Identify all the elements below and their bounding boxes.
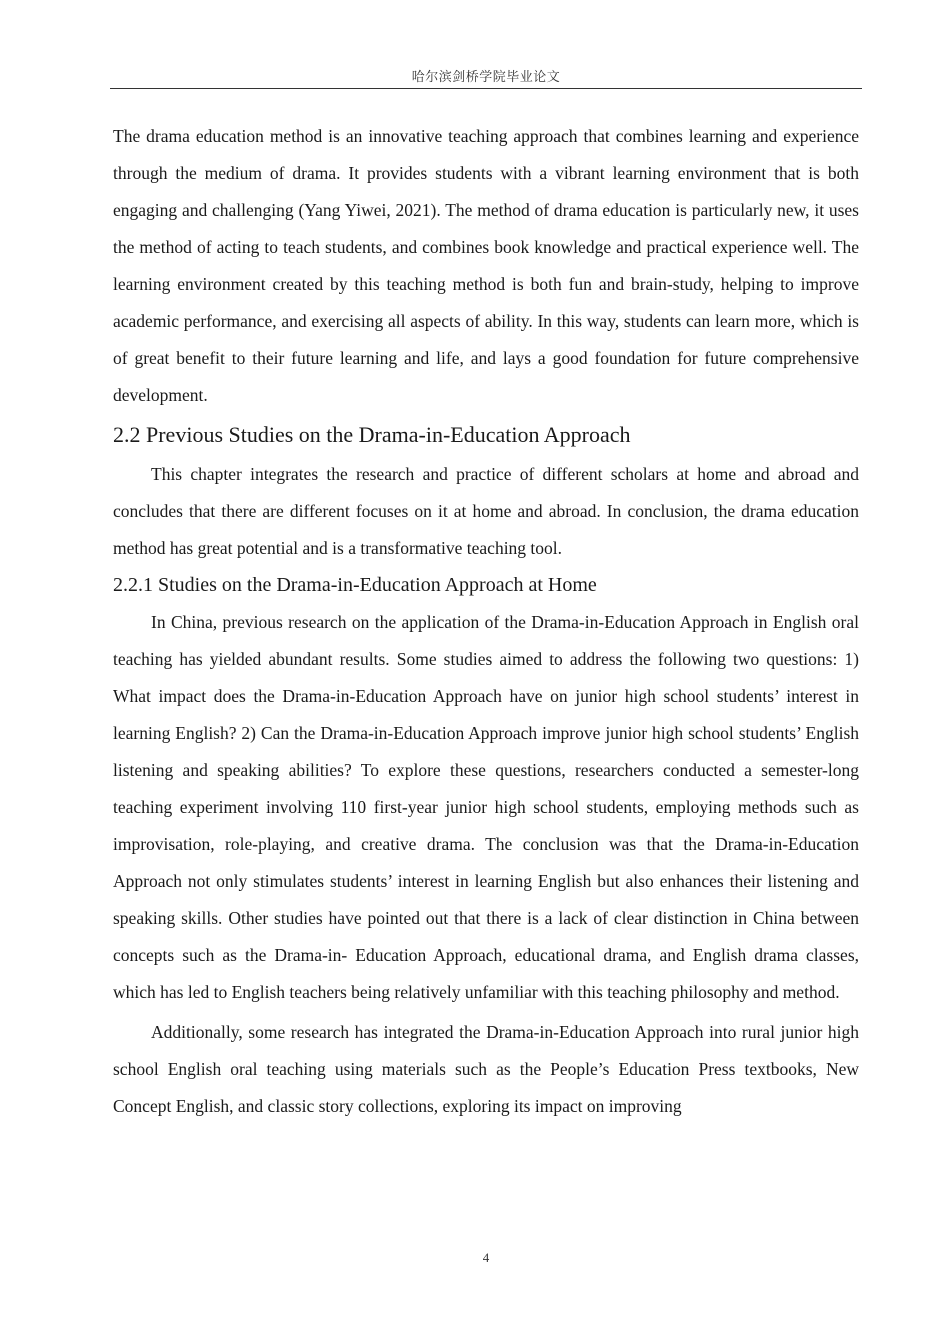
subsection-2-2-1-paragraph-2: Additionally, some research has integrated the Drama-in-Education Approach into rural junior high school English oral teaching using materials such as the People’s Education Press textbooks, New Concept English, and classic story collections, exploring its impact on improving xyxy=(113,1022,859,1116)
section-heading-2-2: 2.2 Previous Studies on the Drama-in-Education Approach xyxy=(113,422,631,447)
page-body xyxy=(113,118,859,1125)
running-header: 哈尔滨剑桥学院毕业论文 xyxy=(411,70,561,85)
subsection-heading-2-2-1: 2.2.1 Studies on the Drama-in-Education Approach at Home xyxy=(113,574,597,596)
intro-paragraph: The drama education method is an innovative teaching approach that combines learning and experience through the medium of drama. It provides students with a vibrant learning environment that is both engaging and challenging (Yang Yiwei, 2021). The method of drama education is particularly new, it uses the method of acting to teach students, and combines book knowledge and practical experience well. The learning environment created by this teaching method is both fun and brain-study, helping to improve academic performance, and exercising all aspects of ability. In this way, students can learn more, which is of great benefit to their future learning and life, and lays a good foundation for future comprehensive development. xyxy=(113,126,859,405)
subsection-2-2-1-paragraph-1: In China, previous research on the application of the Drama-in-Education Approach in English oral teaching has yielded abundant results. Some studies aimed to address the following two questions: 1) What impact does the Drama-in-Education Approach have on junior high school students’ interest in learning English? 2) Can the Drama-in-Education Approach improve junior high school students’ English listening and speaking abilities? To explore these questions, researchers conducted a semester-long teaching experiment involving 110 first-year junior high school students, employing methods such as improvisation, role-playing, and creative drama. The conclusion was that the Drama-in-Education Approach not only stimulates students’ interest in learning English but also enhances their listening and speaking skills. Other studies have pointed out that there is a lack of clear distinction in China between concepts such as the Drama-in- Education Approach, educational drama, and English drama classes, which has led to English teachers being relatively unfamiliar with this teaching philosophy and method. xyxy=(113,612,859,1002)
section-2-2-paragraph: This chapter integrates the research and practice of different scholars at home and abroad and concludes that there are different focuses on it at home and abroad. In conclusion, the drama education method has great potential and is a transformative teaching tool. xyxy=(113,464,859,558)
header-rule xyxy=(110,88,862,89)
page-number: 4 xyxy=(482,1250,490,1265)
